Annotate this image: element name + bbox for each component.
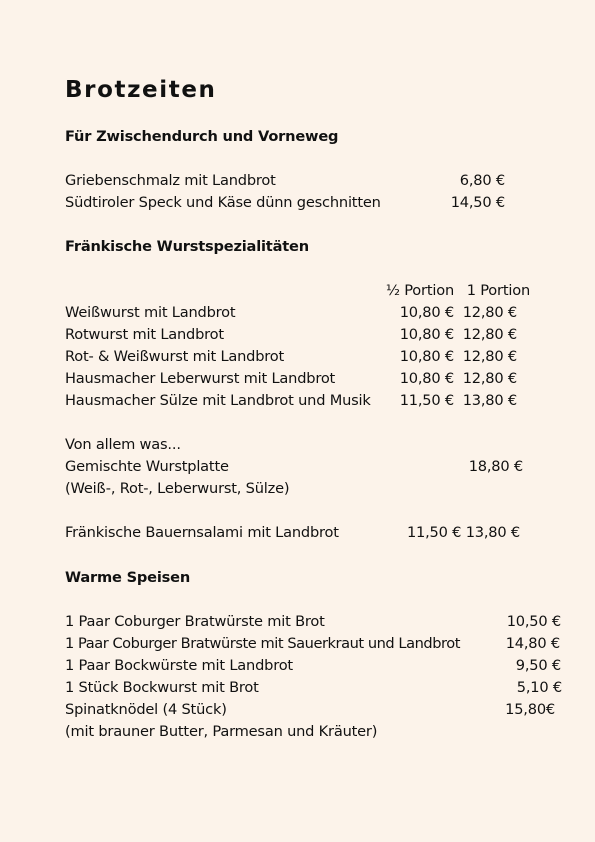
item-name: 1 Paar Bockwürste mit Landbrot <box>65 657 293 674</box>
item-price-full: 12,80 € <box>462 326 517 343</box>
item-name: Gemischte Wurstplatte <box>65 458 229 475</box>
item-name: Griebenschmalz mit Landbrot <box>65 172 276 189</box>
item-price-half: 10,80 € <box>399 326 454 343</box>
column-header-half-portion: ½ Portion <box>385 282 454 299</box>
item-price: 15,80€ <box>505 701 555 718</box>
item-prices: 11,50 € 13,80 € <box>406 524 520 541</box>
item-price-half: 11,50 € <box>399 392 454 409</box>
item-price-full: 13,80 € <box>462 392 517 409</box>
item-price: 9,50 € <box>515 657 561 674</box>
column-header-full-portion: 1 Portion <box>466 282 530 299</box>
item-name: 1 Paar Coburger Bratwürste mit Brot <box>65 613 325 630</box>
item-name: Weißwurst mit Landbrot <box>65 304 236 321</box>
item-price: 6,80 € <box>459 172 505 189</box>
item-name: Rotwurst mit Landbrot <box>65 326 224 343</box>
item-price: 5,10 € <box>516 679 562 696</box>
section-heading-zwischendurch: Für Zwischendurch und Vorneweg <box>65 128 339 145</box>
item-price: 14,50 € <box>450 194 505 211</box>
item-name: 1 Paar Coburger Bratwürste mit Sauerkraut und Landbrot <box>65 635 461 652</box>
section-heading-warm: Warme Speisen <box>65 569 191 586</box>
item-price-full: 12,80 € <box>462 304 517 321</box>
item-name: Hausmacher Sülze mit Landbrot und Musik <box>65 392 371 409</box>
page-title: Brotzeiten <box>65 77 217 103</box>
item-name: Spinatknödel (4 Stück) <box>65 701 227 718</box>
item-name: Rot- & Weißwurst mit Landbrot <box>65 348 285 365</box>
item-price-half: 10,80 € <box>399 304 454 321</box>
item-price-half: 10,80 € <box>399 370 454 387</box>
item-price: 10,50 € <box>506 613 561 630</box>
item-price-half: 10,80 € <box>399 348 454 365</box>
item-price-full: 12,80 € <box>462 348 517 365</box>
item-name: Fränkische Bauernsalami mit Landbrot <box>65 524 339 541</box>
section-heading-wurst: Fränkische Wurstspezialitäten <box>65 238 309 255</box>
item-price-full: 12,80 € <box>462 370 517 387</box>
von-allem-heading: Von allem was... <box>65 436 181 453</box>
item-price: 14,80 € <box>505 635 560 652</box>
item-note: (Weiß-, Rot-, Leberwurst, Sülze) <box>65 480 290 497</box>
item-note: (mit brauner Butter, Parmesan und Kräuter) <box>65 723 378 740</box>
item-name: Hausmacher Leberwurst mit Landbrot <box>65 370 336 387</box>
item-name: Südtiroler Speck und Käse dünn geschnitten <box>65 194 381 211</box>
item-name: 1 Stück Bockwurst mit Brot <box>65 679 259 696</box>
item-price: 18,80 € <box>468 458 523 475</box>
